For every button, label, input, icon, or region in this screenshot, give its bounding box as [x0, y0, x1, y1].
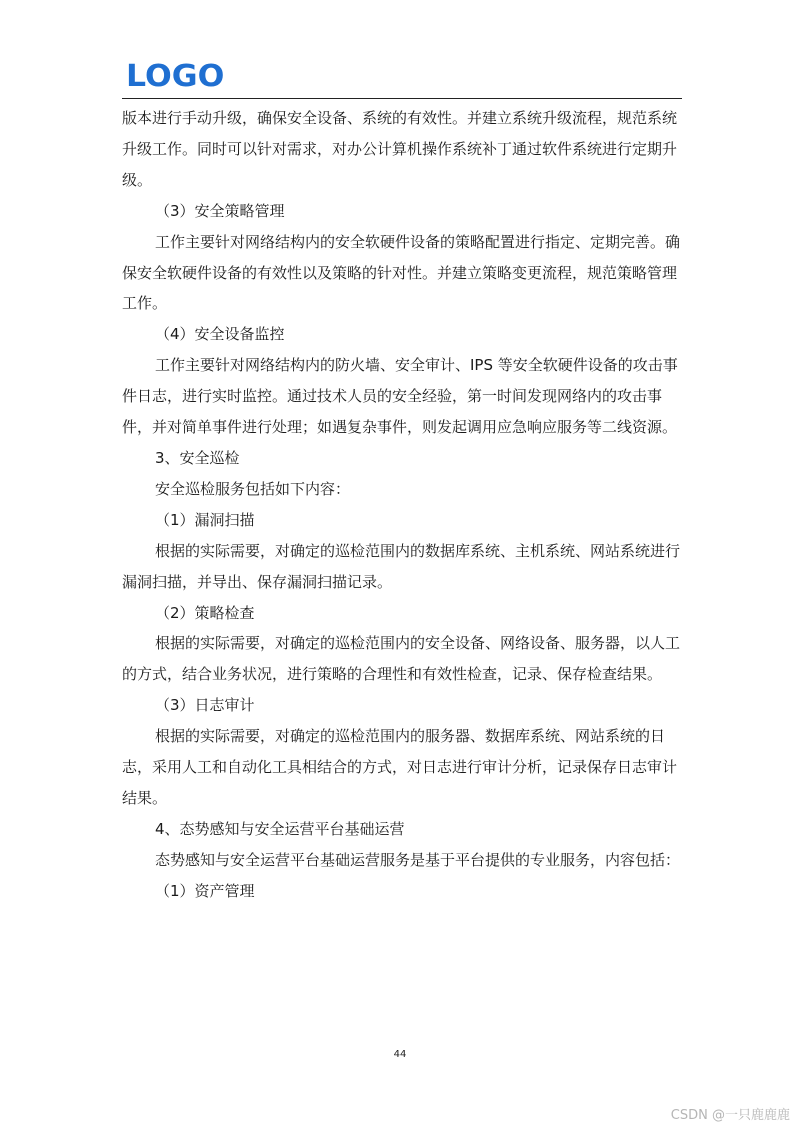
section-heading: 3、安全巡检 [155, 448, 240, 467]
paragraph: 态势感知与安全运营平台基础运营服务是基于平台提供的专业服务，内容包括： [155, 850, 681, 869]
logo: LOGO [126, 59, 225, 94]
subheading: （1）资产管理 [155, 881, 255, 900]
page-number: 44 [393, 1049, 407, 1060]
header-divider [122, 98, 682, 99]
subheading: （3）安全策略管理 [155, 201, 285, 220]
subheading: （2）策略检查 [155, 603, 255, 622]
paragraph: 根据的实际需要，对确定的巡检范围内的安全设备、网络设备、服务器，以人工的方式，结合业务状况，进行策略的合理性和有效性检查，记录、保存检查结果。 [122, 634, 681, 684]
subheading: （1）漏洞扫描 [155, 510, 255, 529]
section-heading: 4、态势感知与安全运营平台基础运营 [155, 819, 405, 838]
subheading: （3）日志审计 [155, 696, 255, 715]
watermark: CSDN @一只鹿鹿鹿 [670, 1108, 790, 1123]
paragraph: 工作主要针对网络结构内的防火墙、安全审计、IPS 等安全软硬件设备的攻击事件日志，进行实时监控。通过技术人员的安全经验，第一时间发现网络内的攻击事件，并对简单事件进行处理；如遇复杂事件，则发起调用应急响应服务等二线资源。 [122, 356, 678, 437]
paragraph: 工作主要针对网络结构内的安全软硬件设备的策略配置进行指定、定期完善。确保安全软硬件设备的有效性以及策略的针对性。并建立策略变更流程，规范策略管理工作。 [122, 232, 681, 313]
paragraph: 根据的实际需要，对确定的巡检范围内的服务器、数据库系统、网站系统的日志，采用人工和自动化工具相结合的方式，对日志进行审计分析，记录保存日志审计结果。 [122, 727, 678, 807]
subheading: （4）安全设备监控 [155, 325, 285, 344]
document-body [122, 103, 687, 907]
paragraph: 根据的实际需要，对确定的巡检范围内的数据库系统、主机系统、网站系统进行漏洞扫描，并导出、保存漏洞扫描记录。 [122, 541, 681, 591]
paragraph: 安全巡检服务包括如下内容： [155, 479, 351, 498]
paragraph: 版本进行手动升级，确保安全设备、系统的有效性。并建立系统升级流程，规范系统升级工作。同时可以针对需求，对办公计算机操作系统补丁通过软件系统进行定期升级。 [122, 109, 678, 189]
